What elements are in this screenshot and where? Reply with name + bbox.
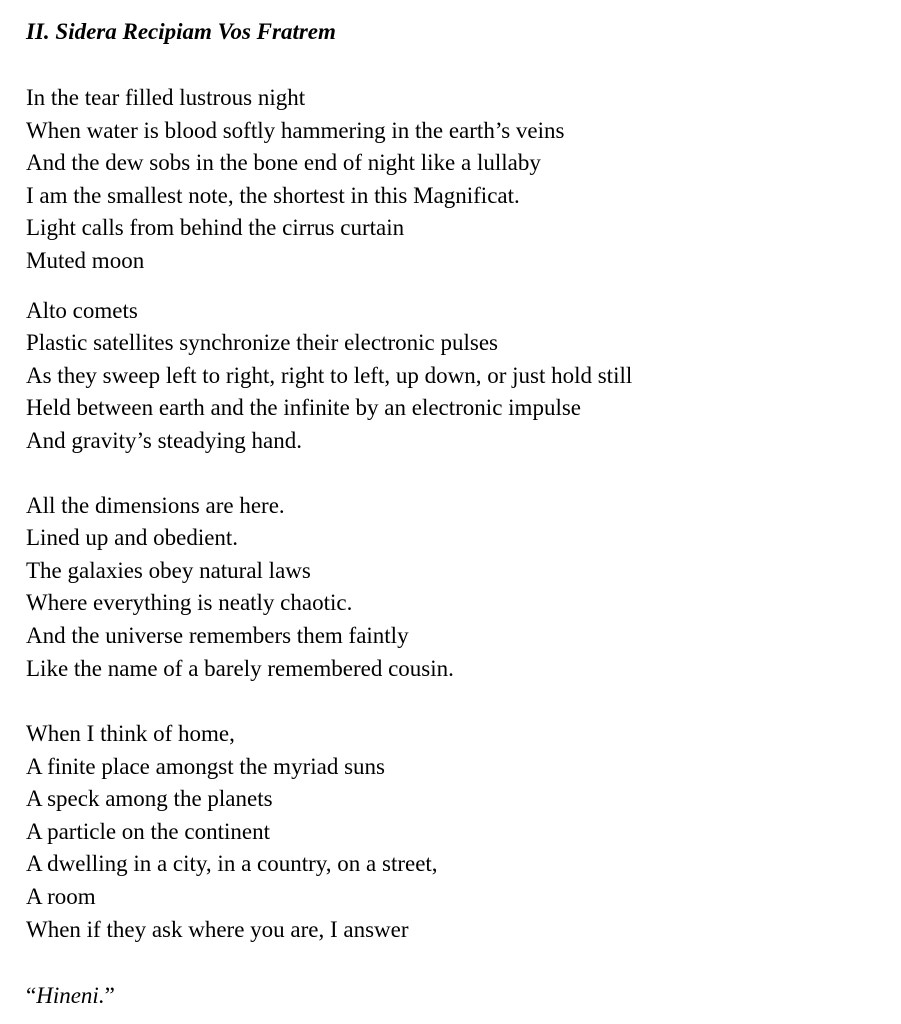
stanza-4 <box>26 718 886 946</box>
poem-line: All the dimensions are here. <box>26 492 285 518</box>
poem-title: II. Sidera Recipiam Vos Fratrem <box>26 19 336 44</box>
poem-line: As they sweep left to right, right to left, up down, or just hold still <box>26 362 633 388</box>
stanza-1 <box>26 82 886 278</box>
poem-line: A dwelling in a city, in a country, on a street, <box>26 851 438 877</box>
poem-line: Alto comets <box>26 297 138 323</box>
poem-line: Light calls from behind the cirrus curtain <box>26 215 405 241</box>
poem-line: When water is blood softly hammering in the earth’s veins <box>26 117 565 143</box>
closing-line <box>26 980 886 1013</box>
poem-line: Held between earth and the infinite by an electronic impulse <box>26 395 581 421</box>
poem-line: Plastic satellites synchronize their electronic pulses <box>26 330 498 356</box>
poem-line: A finite place amongst the myriad suns <box>26 753 385 779</box>
closing-stanza <box>26 980 886 1013</box>
poem-line: When if they ask where you are, I answer <box>26 916 409 942</box>
closing-word: Hineni. <box>36 983 105 1009</box>
stanza-2 <box>26 295 886 458</box>
poem-line: Lined up and obedient. <box>26 525 239 551</box>
poem-line: When I think of home, <box>26 721 235 747</box>
poem-line: A speck among the planets <box>26 786 273 812</box>
poem-line: A particle on the continent <box>26 818 270 844</box>
poem-line: In the tear filled lustrous night <box>26 85 306 110</box>
open-quote: “ <box>26 983 37 1009</box>
stanza-3 <box>26 490 886 686</box>
poem-line: Muted moon <box>26 247 145 273</box>
poem-line: And gravity’s steadying hand. <box>26 427 302 453</box>
poem-line: And the dew sobs in the bone end of night like a lullaby <box>26 150 541 176</box>
poem-line: A room <box>26 884 96 910</box>
poem-line: Where everything is neatly chaotic. <box>26 590 353 616</box>
poem-line: The galaxies obey natural laws <box>26 557 311 583</box>
poem-line: Like the name of a barely remembered cousin. <box>26 655 454 681</box>
close-quote: ” <box>104 983 115 1009</box>
poem-page <box>26 16 886 1013</box>
poem-line: I am the smallest note, the shortest in this Magnificat. <box>26 182 520 208</box>
poem-line: And the universe remembers them faintly <box>26 622 409 648</box>
